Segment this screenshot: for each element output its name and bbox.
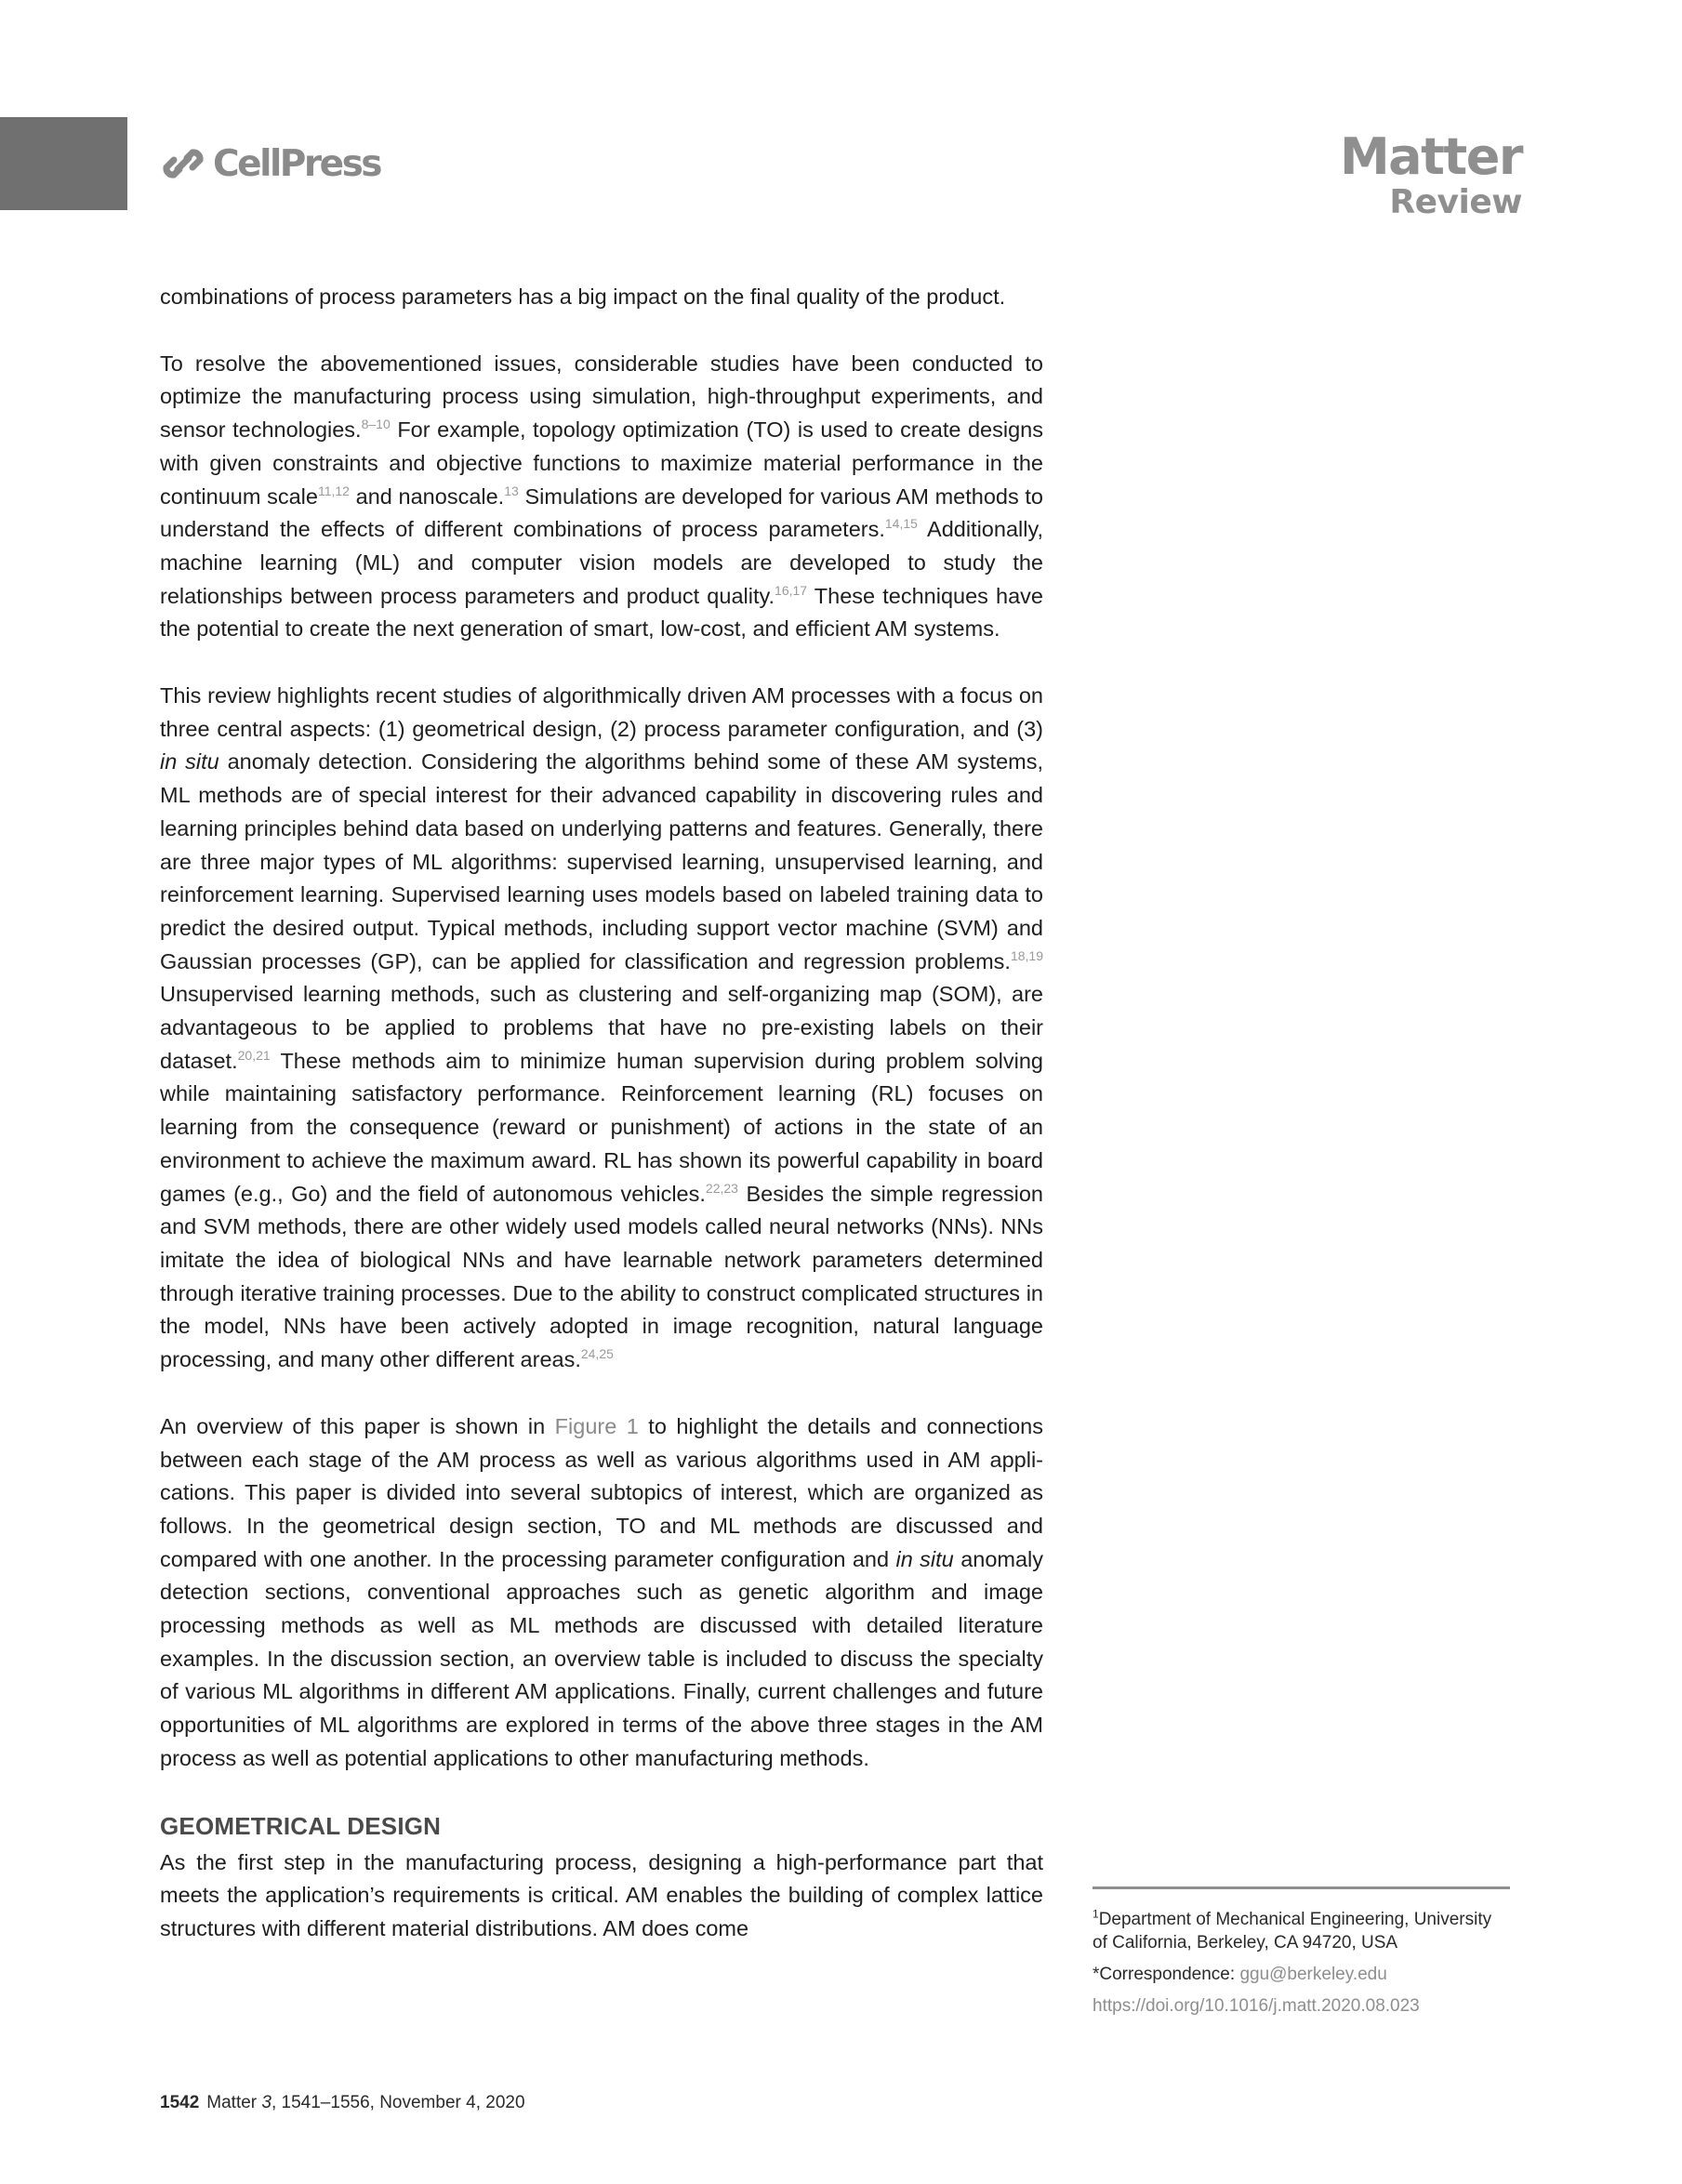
publisher-name: CellPress [213, 142, 381, 185]
journal-name: Matter [1339, 127, 1522, 186]
reference-citation[interactable]: 13 [504, 483, 519, 498]
affiliation-sidebar [1093, 1886, 1510, 2018]
reference-citation[interactable]: 14,15 [884, 516, 918, 532]
reference-citation[interactable]: 11,12 [317, 483, 350, 498]
main-text-column [160, 281, 1043, 1979]
paragraph-1: combinations of process parameters has a big impact on the final quality of the product. [160, 285, 1006, 309]
affiliation: $^1$Department of Mechanical Engineering, University of California, Berkeley, CA 94720, USA [1093, 1907, 1492, 1952]
reference-citation[interactable]: 20,21 [237, 1047, 271, 1063]
footer-volume: 3 [261, 2093, 272, 2112]
article-type: Review [1389, 183, 1522, 221]
reference-citation[interactable]: 24,25 [580, 1346, 614, 1362]
paragraph-5: As the first step in the manufacturing process, designing a high-performance part that meets the application’s requirements is critical. AM enables the building of complex lattice structures with different material distributions. AM does come [160, 1849, 1043, 1940]
reference-citation[interactable]: 8–10 [361, 417, 391, 432]
figure-link[interactable]: Figure 1 [554, 1413, 639, 1438]
reference-citation[interactable]: 22,23 [705, 1180, 738, 1196]
cellpress-link-icon [161, 141, 205, 186]
reference-citation[interactable]: 16,17 [775, 582, 808, 598]
correspondence: *Correspondence: ggu@berkeley.edu [1093, 1965, 1387, 1984]
publisher-logo [161, 139, 380, 188]
footer-journal: Matter [206, 2093, 262, 2112]
reference-citation[interactable]: 18,19 [1010, 947, 1043, 963]
journal-masthead [1339, 127, 1522, 221]
correspondence-email-link[interactable]: ggu@berkeley.edu [1239, 1965, 1387, 1984]
section-heading: GEOMETRICAL DESIGN [160, 1811, 442, 1840]
footer-citation: , 1541–1556, November 4, 2020 [271, 2093, 525, 2112]
page-footer [160, 2092, 525, 2114]
paragraph-4: An overview of this paper is shown in Figure 1 to highlight the details and connections between each stage of the AM process as well as various algorithms used in AM applications. This paper is divided into several subtopics of interest, which are organized as follows. In the geometrical design section, TO and ML methods are discussed and compared with one another. In the processing parameter configuration and in situ anomaly detection sections, conventional approaches such as genetic algorithm and image processing methods as well as ML methods are discussed with detailed literature examples. In the discussion section, an overview table is included to discuss the specialty of various ML algorithms in different AM applications. Finally, current challenges and future opportunities of ML algorithms are explored in terms of the above three stages in the AM process as well as potential applications to other manufacturing methods. [160, 1413, 1044, 1770]
page-number: 1542 [160, 2093, 200, 2112]
paragraph-2: To resolve the abovementioned issues, considerable studies have been conducted to optimize the manufacturing process using simulation, high-throughput experiments, and sensor technologies.$^{8-10}$ For example, topology optimization (TO) is used to create designs with given constraints and objective functions to maximize material performance in the continuum scale$^{11,12}$ and nanoscale.$^{13}$ Simulations are developed for various AM methods to understand the effects of different combinations of process parameters.$^{14,15}$ Additionally, machine learning (ML) and computer vision models are developed to study the relationships between process parameters and product quality.$^{16,17}$ These techniques have the potential to create the next generation of smart, low-cost, and efficient AM systems. [160, 351, 1043, 642]
corner-tab [0, 117, 127, 210]
doi-link[interactable]: https://doi.org/10.1016/j.matt.2020.08.023 [1093, 1996, 1420, 2016]
paragraph-3: This review highlights recent studies of algorithmically driven AM processes with a focus on three central aspects: (1) geometrical design, (2) process parameter configuration, and (3) in situ anomaly detection. Considering the algorithms behind some of these AM systems, ML methods are of special interest for their advanced capability in discovering rules and learning principles behind data based on underlying patterns and features. Generally, there are three major types of ML algorithms: supervised learning, unsupervised learning, and reinforcement learning. Supervised learning uses models based on labeled training data to predict the desired output. Typical methods, including support vector machine (SVM) and Gaussian processes (GP), can be applied for classification and regression problems.$^{18,19}$ Unsupervised learning methods, such as clustering and self-organizing map (SOM), are advantageous to be applied to problems that have no pre-existing labels on their dataset.$^{20,21}$ These methods aim to minimize human supervision during problem solving while maintaining satisfactory performance. Reinforcement learning (RL) focuses on learning from the consequence (reward or punishment) of actions in the state of an environment to achieve the maximum award. RL has shown its powerful capability in board games (e.g., Go) and the field of autonomous vehicles.$^{22,23}$ Besides the simple regression and SVM methods, there are other widely used models called neural networks (NNs). NNs imitate the idea of biological NNs and have learnable network parameters determined through iterative training processes. Due to the ability to construct complicated structures in the model, NNs have been actively adopted in image recognition, natural language processing, and many other different areas.$^{24,25}$ [160, 683, 1044, 1372]
